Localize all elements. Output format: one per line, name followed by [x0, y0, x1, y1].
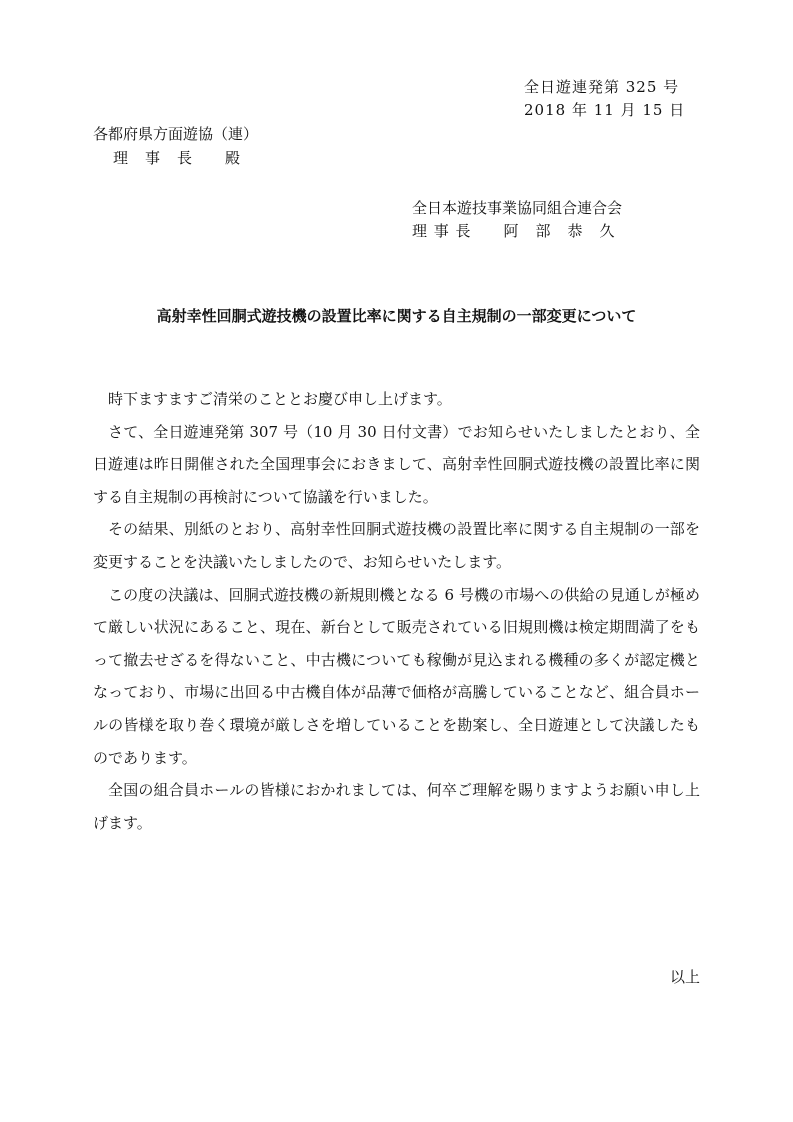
paragraph-background: さて、全日遊連発第 307 号（10 月 30 日付文書）でお知らせいたしましたとおり、全日遊連は昨日開催された全国理事会におきまして、高射幸性回胴式遊技機の設置比率に関する自主規制の再検討について協議を行いました。	[93, 422, 700, 506]
paragraph-greeting: 時下ますますご清栄のこととお慶び申し上げます。	[108, 390, 452, 408]
sender-organization: 全日本遊技事業協同組合連合会	[412, 199, 623, 217]
document-body	[93, 383, 700, 839]
document-title: 高射幸性回胴式遊技機の設置比率に関する自主規制の一部変更について	[156, 307, 637, 325]
paragraph-reason: この度の決議は、回胴式遊技機の新規則機となる 6 号機の市場への供給の見通しが極めて厳しい状況にあること、現在、新台として販売されている旧規則機は検定期間満了をもって撤去せざるを得ないこと、中古機についても稼働が見込まれる機種の多くが認定機となっており、市場に出回る中古機自体が品薄で価格が高騰していることなど、組合員ホールの皆様を取り巻く環境が厳しさを増していることを勘案し、全日遊連として決議したものであります。	[93, 585, 700, 767]
document-number: 全日遊連発第 325 号	[524, 78, 680, 96]
paragraph-result: その結果、別紙のとおり、高射幸性回胴式遊技機の設置比率に関する自主規制の一部を変更することを決議いたしましたので、お知らせいたします。	[93, 520, 700, 571]
sender-title: 理 事 長 阿 部 恭 久	[412, 222, 616, 240]
recipient-organization: 各都府県方面遊協（連）	[93, 125, 259, 143]
closing-mark: 以上	[669, 968, 700, 986]
paragraph-request: 全国の組合員ホールの皆様におかれましては、何卒ご理解を賜りますようお願い申し上げます。	[93, 781, 700, 832]
document-date: 2018 年 11 月 15 日	[524, 101, 686, 119]
recipient-title: 理 事 長 殿	[113, 149, 242, 167]
